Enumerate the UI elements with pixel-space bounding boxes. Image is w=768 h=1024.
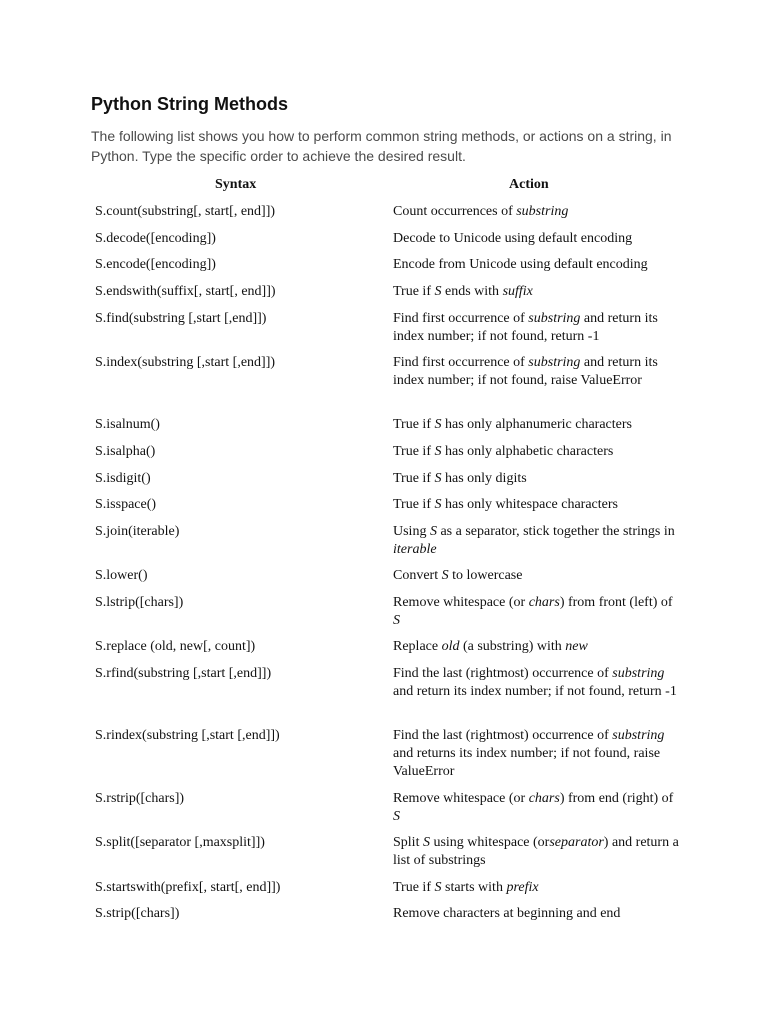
action-text: Convert [393, 568, 442, 583]
action-text: True if [393, 444, 435, 459]
syntax-cell: S.strip([chars]) [95, 906, 180, 921]
syntax-cell: S.count(substring[, start[, end]]) [95, 204, 276, 219]
action-cell [393, 283, 683, 301]
italic-term: separator [549, 835, 604, 850]
action-text: Find the last (rightmost) occurrence of [393, 666, 613, 681]
action-text: and return its index number; if not found, return -1 [393, 684, 677, 699]
action-cell [393, 905, 683, 923]
italic-term: substring [612, 728, 665, 743]
action-text: True if [393, 497, 435, 512]
syntax-cell: S.startswith(prefix[, start[, end]]) [95, 880, 281, 895]
action-cell [393, 879, 683, 897]
italic-term: S [434, 880, 442, 895]
italic-term: S [434, 417, 442, 432]
action-text: Remove whitespace (or [393, 595, 529, 610]
action-text: Decode to Unicode using default encoding [393, 231, 633, 246]
action-cell [393, 638, 683, 656]
action-cell [393, 203, 683, 221]
italic-term: old [441, 639, 460, 654]
action-text: True if [393, 417, 435, 432]
italic-term: iterable [393, 542, 437, 557]
action-cell [393, 470, 683, 488]
italic-term: prefix [506, 880, 539, 895]
action-cell [393, 727, 683, 781]
action-cell [393, 496, 683, 514]
action-text: has only alphabetic characters [441, 444, 614, 459]
action-text: Find first occurrence of [393, 311, 529, 326]
syntax-cell: S.replace (old, new[, count]) [95, 639, 256, 654]
action-column-header: Action [509, 177, 549, 192]
action-cell [393, 443, 683, 461]
syntax-cell: S.lower() [95, 568, 148, 583]
syntax-cell: S.isspace() [95, 497, 157, 512]
action-text: Find the last (rightmost) occurrence of [393, 728, 613, 743]
action-text: (a substring) with [459, 639, 566, 654]
syntax-cell: S.split([separator [,maxsplit]]) [95, 835, 265, 850]
action-cell [393, 354, 683, 390]
action-cell [393, 665, 683, 701]
action-text: Remove whitespace (or [393, 791, 529, 806]
syntax-cell: S.rindex(substring [,start [,end]]) [95, 728, 280, 743]
syntax-cell: S.rstrip([chars]) [95, 791, 185, 806]
action-text: starts with [441, 880, 507, 895]
action-cell [393, 790, 683, 826]
italic-term: S [434, 471, 442, 486]
italic-term: S [434, 284, 442, 299]
action-text: and return its index number; if not found, return -1 [393, 311, 658, 344]
action-cell [393, 834, 683, 870]
action-text: ) from end (right) of [559, 791, 674, 806]
action-text: has only digits [441, 471, 527, 486]
action-text: has only whitespace characters [441, 497, 618, 512]
action-text: and return its index number; if not found, raise ValueError [393, 355, 658, 388]
italic-term: chars [528, 595, 560, 610]
italic-term: substring [612, 666, 665, 681]
action-text: Find first occurrence of [393, 355, 529, 370]
action-text: to lowercase [448, 568, 523, 583]
italic-term: new [565, 639, 588, 654]
action-cell [393, 567, 683, 585]
page-title: Python String Methods [91, 94, 288, 114]
syntax-column-header: Syntax [215, 177, 257, 192]
action-cell [393, 230, 683, 248]
italic-term: S [393, 613, 400, 628]
action-text: True if [393, 471, 435, 486]
syntax-cell: S.encode([encoding]) [95, 257, 216, 272]
syntax-cell: S.decode([encoding]) [95, 231, 216, 246]
action-text: and returns its index number; if not found, raise ValueError [393, 746, 661, 779]
action-text: Count occurrences of [393, 204, 517, 219]
italic-term: substring [528, 311, 581, 326]
syntax-cell: S.join(iterable) [95, 524, 180, 539]
italic-term: S [441, 568, 449, 583]
syntax-cell: S.lstrip([chars]) [95, 595, 184, 610]
intro-paragraph: The following list shows you how to perform common string methods, or actions on a string, in Python. Type the specific order to achieve the desired result. [91, 128, 672, 164]
action-text: using whitespace (or [429, 835, 550, 850]
syntax-cell: S.rfind(substring [,start [,end]]) [95, 666, 272, 681]
italic-term: S [422, 835, 430, 850]
syntax-cell: S.find(substring [,start [,end]]) [95, 311, 267, 326]
action-cell [393, 310, 683, 346]
italic-term: chars [528, 791, 560, 806]
action-cell [393, 594, 683, 630]
action-text: Encode from Unicode using default encoding [393, 257, 648, 272]
italic-term: S [434, 497, 442, 512]
italic-term: suffix [502, 284, 533, 299]
syntax-cell: S.index(substring [,start [,end]]) [95, 355, 276, 370]
action-text: ) and return a list of substrings [393, 835, 679, 868]
italic-term: S [429, 524, 437, 539]
action-text: True if [393, 284, 435, 299]
syntax-cell: S.isalpha() [95, 444, 156, 459]
action-cell [393, 523, 683, 559]
italic-term: S [393, 809, 400, 824]
syntax-cell: S.isalnum() [95, 417, 160, 432]
action-text: has only alphanumeric characters [441, 417, 632, 432]
action-text: Remove characters at beginning and end [393, 906, 621, 921]
italic-term: substring [516, 204, 569, 219]
action-text: Split [393, 835, 423, 850]
syntax-cell: S.endswith(suffix[, start[, end]]) [95, 284, 276, 299]
action-cell [393, 256, 683, 274]
action-text: as a separator, stick together the strings in [436, 524, 675, 539]
action-text: Using [393, 524, 430, 539]
action-text: ) from front (left) of [559, 595, 673, 610]
action-text: True if [393, 880, 435, 895]
action-text: ends with [441, 284, 503, 299]
italic-term: substring [528, 355, 581, 370]
italic-term: S [434, 444, 442, 459]
action-text: Replace [393, 639, 442, 654]
syntax-cell: S.isdigit() [95, 471, 151, 486]
action-cell [393, 416, 683, 434]
